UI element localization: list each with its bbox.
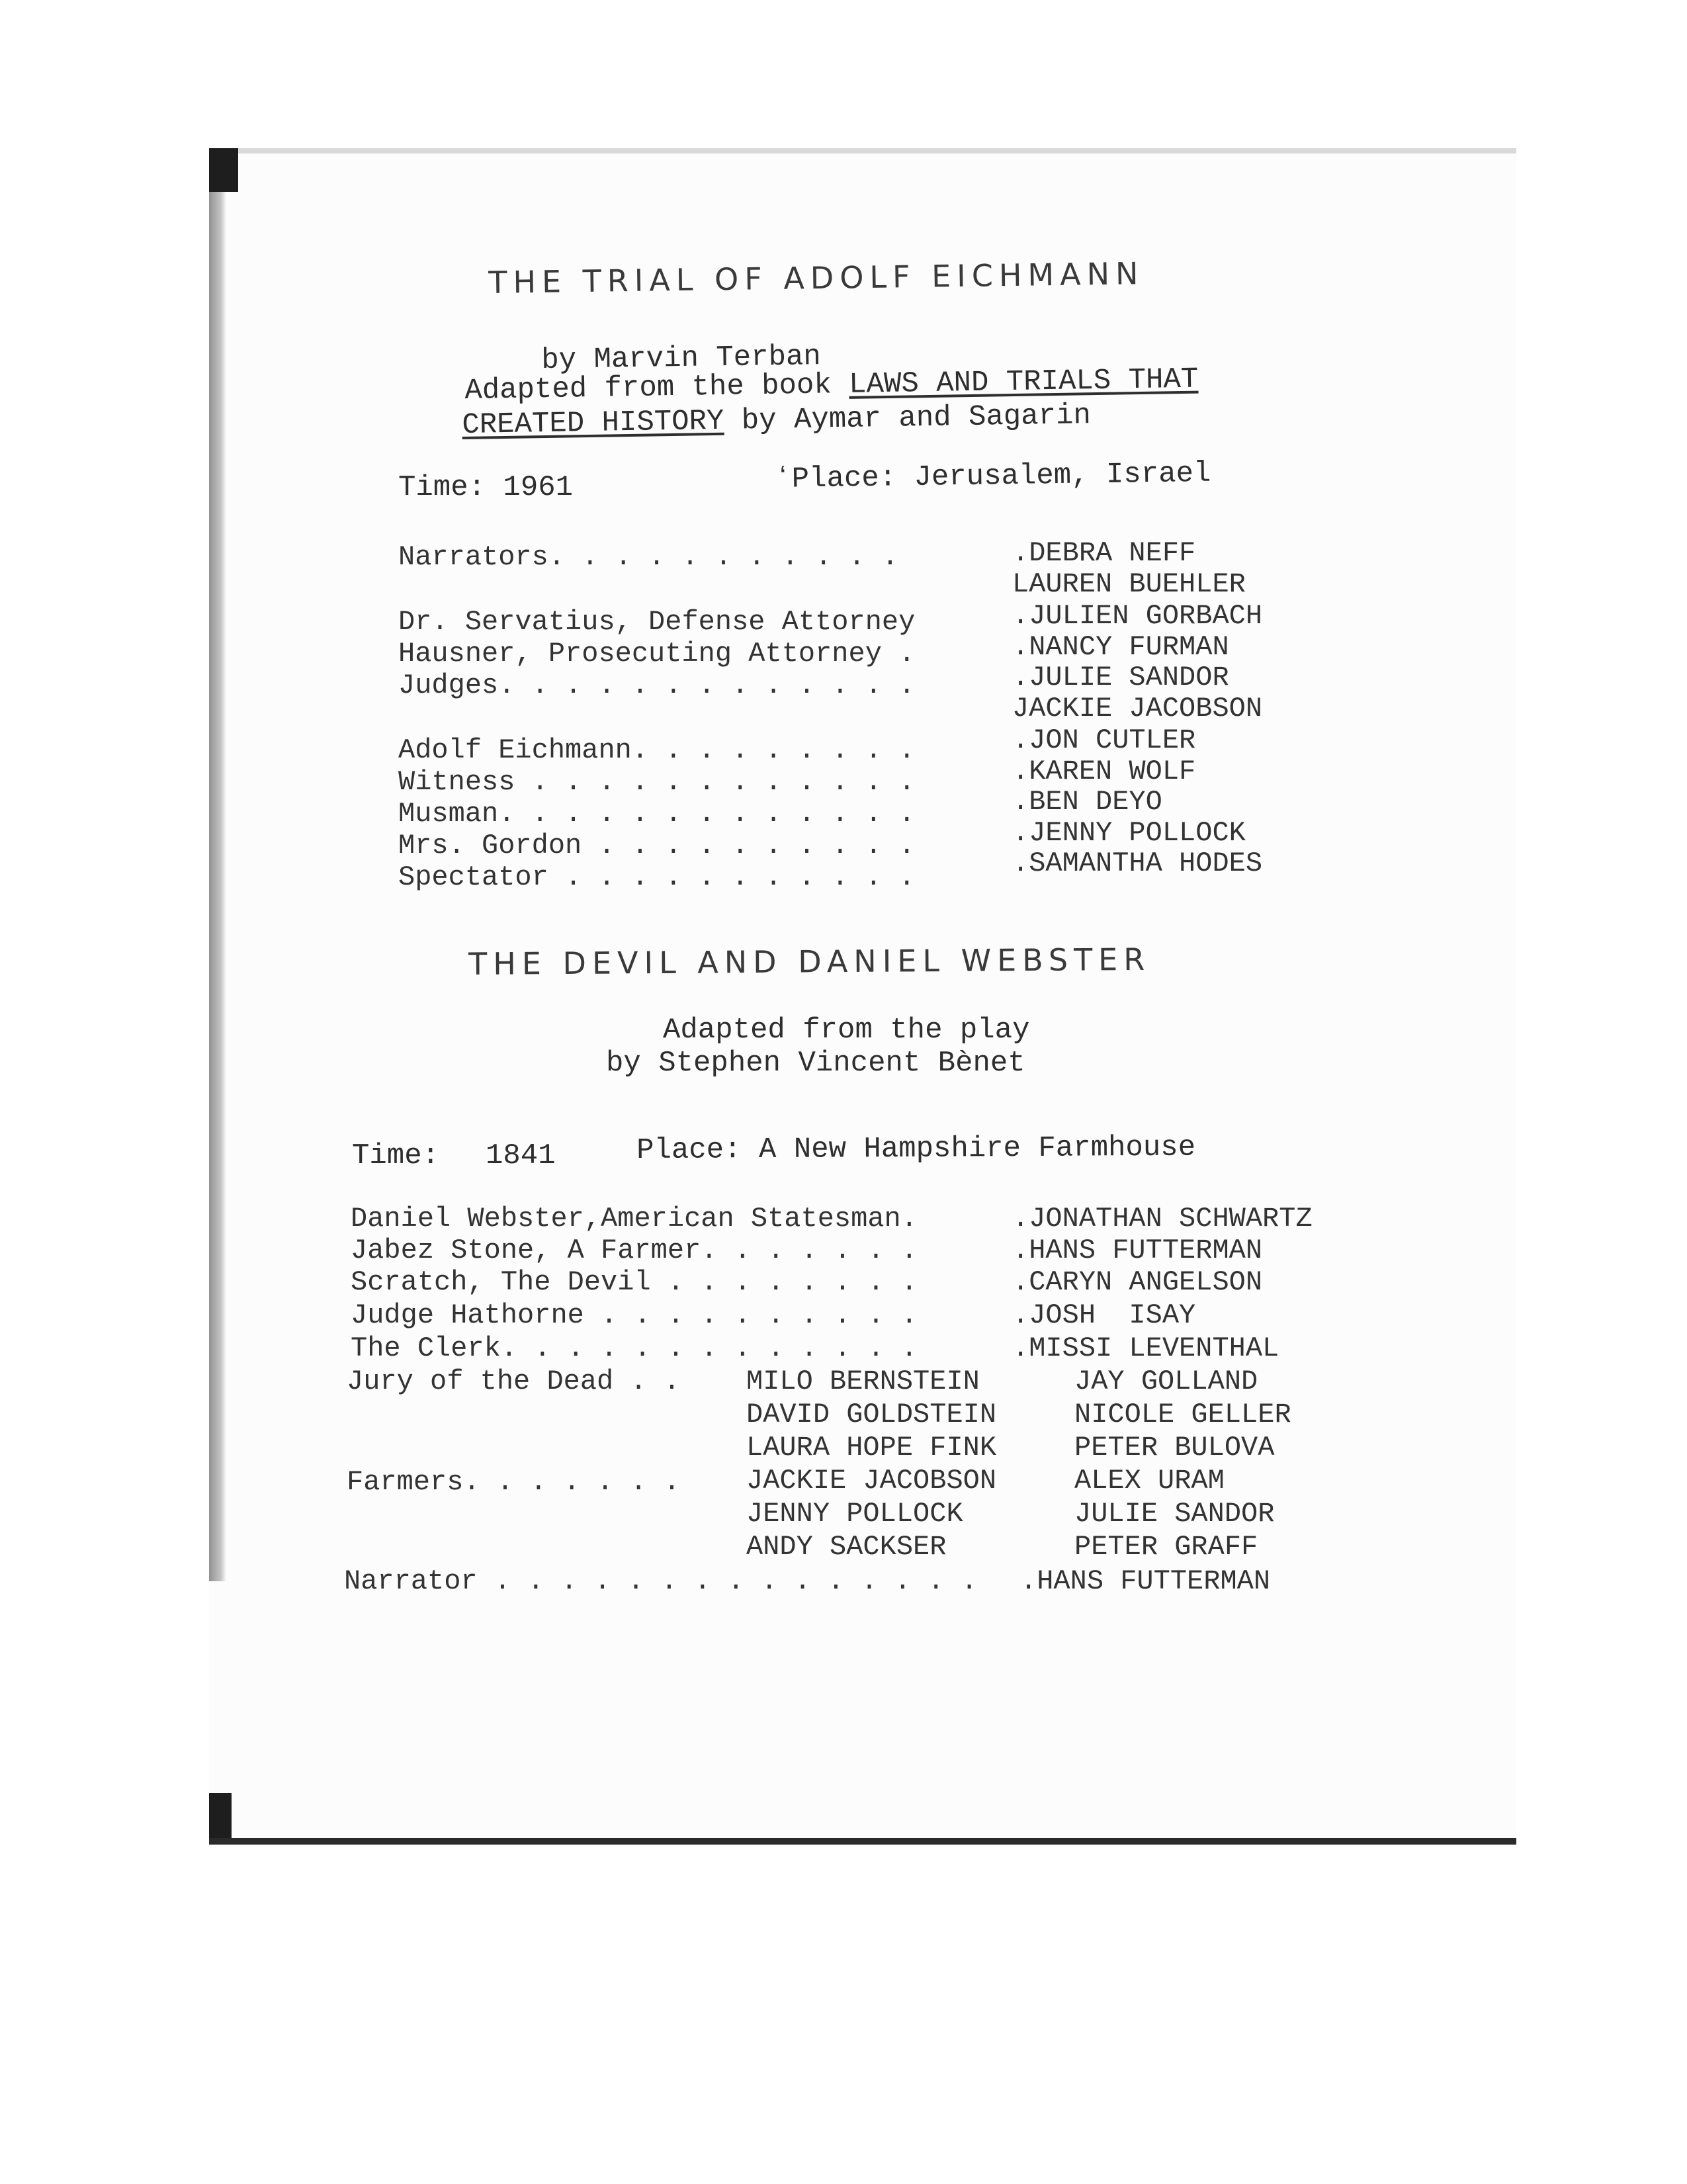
cast-member: PETER BULOVA [1074, 1432, 1275, 1463]
cast-actor: .JONATHAN SCHWARTZ [1012, 1203, 1313, 1235]
cast-actor: .DEBRA NEFF [1012, 537, 1196, 569]
cast-actor: .CARYN ANGELSON [1012, 1266, 1263, 1298]
scan-edge-shadow [209, 192, 226, 1581]
narrator-role: Narrator . . . . . . . . . . . . . . . [344, 1565, 978, 1597]
cast-member: MILO BERNSTEIN [746, 1366, 980, 1397]
play2-adapted-line2: by Stephen Vincent Bènet [606, 1047, 1025, 1080]
cast-actor: .JULIEN GORBACH [1012, 600, 1263, 632]
play1-time: Time: 1961 [398, 471, 574, 504]
cast-actor: .JENNY POLLOCK [1012, 816, 1246, 849]
cast-actor: .SAMANTHA HODES [1012, 848, 1263, 879]
cast-actor: JACKIE JACOBSON [1012, 692, 1263, 724]
play2-time-value: 1841 [486, 1139, 556, 1172]
cast-member: JACKIE JACOBSON [746, 1465, 997, 1497]
cast-actor: .KAREN WOLF [1012, 755, 1196, 787]
cast-member: NICOLE GELLER [1074, 1399, 1291, 1430]
cast-role: Judges. . . . . . . . . . . . . [398, 670, 916, 701]
cast-member: PETER GRAFF [1074, 1531, 1258, 1563]
cast-member: ANDY SACKSER [746, 1531, 947, 1563]
cast-role: Spectator . . . . . . . . . . . [398, 861, 916, 893]
cast-role: Musman. . . . . . . . . . . . . [398, 798, 916, 830]
play1-place: ʻPlace: Jerusalem, Israel [774, 457, 1211, 496]
farmers-label: Farmers. . . . . . . [347, 1466, 681, 1498]
scan-edge-top [209, 148, 238, 192]
cast-actor: .HANS FUTTERMAN [1012, 1235, 1263, 1266]
cast-role: Witness . . . . . . . . . . . . [398, 766, 916, 798]
scan-edge-bottom [209, 1793, 232, 1838]
cast-role: The Clerk. . . . . . . . . . . . . [351, 1332, 918, 1364]
play2-title: THE DEVIL AND DANIEL WEBSTER [468, 941, 1151, 982]
adapted-suffix: by Aymar and Sagarin [741, 399, 1092, 438]
cast-actor: LAUREN BUEHLER [1012, 568, 1246, 600]
cast-member: JULIE SANDOR [1074, 1498, 1275, 1530]
cast-actor: .JOSH ISAY [1012, 1299, 1196, 1331]
adapted-prefix: Adapted from the book [464, 369, 832, 408]
narrator-actor: .HANS FUTTERMAN [1020, 1565, 1271, 1597]
cast-role: Hausner, Prosecuting Attorney . [398, 638, 916, 670]
cast-role: Scratch, The Devil . . . . . . . . [351, 1266, 918, 1298]
play2-time-label: Time: [352, 1139, 440, 1172]
cast-role: Judge Hathorne . . . . . . . . . . [351, 1299, 918, 1331]
book-title-part1: LAWS AND TRIALS THAT [848, 363, 1199, 402]
cast-actor: .JULIE SANDOR [1012, 662, 1229, 693]
cast-actor: .BEN DEYO [1012, 786, 1162, 818]
cast-actor: .NANCY FURMAN [1012, 631, 1229, 663]
cast-member: LAURA HOPE FINK [746, 1432, 997, 1463]
cast-member: JENNY POLLOCK [746, 1498, 963, 1530]
play1-title: THE TRIAL OF ADOLF EICHMANN [488, 255, 1145, 300]
cast-role: Daniel Webster,American Statesman. [351, 1203, 918, 1235]
jury-label: Jury of the Dead . . [347, 1366, 681, 1397]
cast-member: ALEX URAM [1074, 1465, 1225, 1497]
book-title-part2: CREATED HISTORY [462, 404, 724, 442]
play2-place: Place: A New Hampshire Farmhouse [636, 1131, 1196, 1167]
cast-actor: .MISSI LEVENTHAL [1012, 1332, 1279, 1364]
cast-member: JAY GOLLAND [1074, 1366, 1258, 1397]
play2-adapted-line1: Adapted from the play [663, 1014, 1030, 1047]
cast-actor: .JON CUTLER [1012, 724, 1196, 756]
cast-role: Mrs. Gordon . . . . . . . . . . [398, 830, 916, 861]
cast-role: Jabez Stone, A Farmer. . . . . . . [351, 1235, 918, 1266]
play1-byline: by Marvin Terban [541, 340, 822, 377]
cast-role: Adolf Eichmann. . . . . . . . . [398, 734, 916, 766]
cast-role: Dr. Servatius, Defense Attorney [398, 606, 916, 638]
cast-role: Narrators. . . . . . . . . . . [398, 541, 899, 573]
cast-member: DAVID GOLDSTEIN [746, 1399, 997, 1430]
